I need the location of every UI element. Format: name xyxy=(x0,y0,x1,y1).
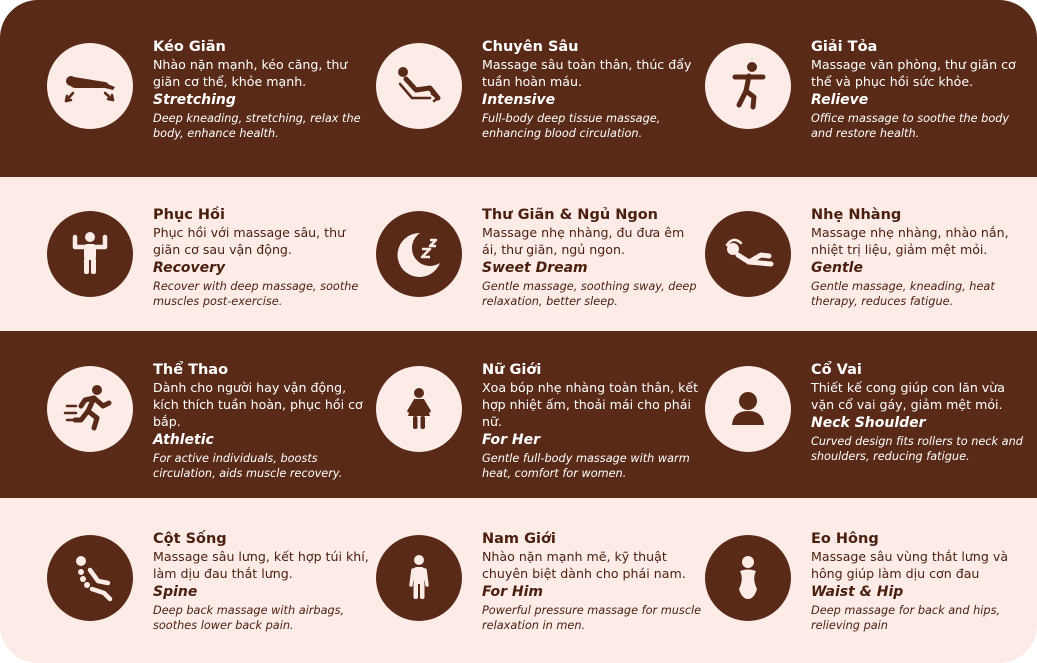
mode-desc-en: Gentle full-body massage with warm heat, comfort for women. xyxy=(482,452,690,480)
mode-desc-vn: Massage nhẹ nhàng, đu đưa êm ái, thư giãn, ngủ ngon. xyxy=(482,225,685,257)
running-person-icon xyxy=(705,43,791,129)
mode-desc-en: For active individuals, boosts circulation, aids muscle recovery. xyxy=(153,452,343,480)
mode-desc-en: Gentle massage, kneading, heat therapy, reduces fatigue. xyxy=(811,280,995,308)
mode-desc-en: Deep massage for back and hips, relieving pain xyxy=(811,604,1001,632)
mode-title-en: Sweet Dream xyxy=(482,260,588,276)
mode-title-en: Relieve xyxy=(811,92,869,108)
flexing-person-icon xyxy=(47,211,133,297)
mode-row-4 xyxy=(0,498,1037,663)
mode-title-en: Gentle xyxy=(811,260,863,276)
man-icon xyxy=(376,535,462,621)
sprinting-person-icon xyxy=(47,366,133,452)
mode-desc-vn: Phục hồi với massage sâu, thư giãn cơ sau vận động. xyxy=(153,225,346,257)
mode-title-vn: Cổ Vai xyxy=(811,362,862,378)
mode-row-3 xyxy=(0,331,1037,498)
mode-desc-vn: Massage sâu toàn thân, thúc đẩy tuần hoàn máu. xyxy=(482,57,692,89)
mode-desc-vn: Massage sâu vùng thắt lưng và hông giúp làm dịu cơn đau xyxy=(811,549,1009,581)
mode-desc-en: Deep back massage with airbags, soothes lower back pain. xyxy=(153,604,345,632)
mode-card-for-her xyxy=(376,362,706,516)
mode-title-vn: Chuyên Sâu xyxy=(482,39,579,55)
mode-title-vn: Giải Tỏa xyxy=(811,39,878,55)
mode-card-for-him xyxy=(376,531,706,663)
waist-hip-icon xyxy=(705,535,791,621)
mode-title-vn: Nhẹ Nhàng xyxy=(811,207,902,223)
mode-card-relieve xyxy=(705,39,1035,193)
mode-row-1 xyxy=(0,0,1037,177)
mode-desc-vn: Massage nhẹ nhàng, nhào nắn, nhiệt trị liệu, giảm mệt mỏi. xyxy=(811,225,1009,257)
mode-desc-vn: Massage văn phòng, thư giãn cơ thể và phục hồi sức khỏe. xyxy=(811,57,1016,89)
mode-desc-vn: Dành cho người hay vận động, kích thích tuần hoàn, phục hồi cơ bắp. xyxy=(153,380,363,429)
mode-title-en: Spine xyxy=(153,584,198,600)
mode-title-vn: Thư Giãn & Ngủ Ngon xyxy=(482,207,658,223)
spine-icon xyxy=(47,535,133,621)
mode-title-en: Athletic xyxy=(153,432,214,448)
mode-title-en: For Him xyxy=(482,584,543,600)
mode-title-vn: Kéo Giãn xyxy=(153,39,226,55)
mode-title-en: Recovery xyxy=(153,260,226,276)
mode-desc-en: Office massage to soothe the body and restore health. xyxy=(811,112,1010,140)
mode-desc-vn: Nhào nặn mạnh, kéo căng, thư giãn cơ thể, khỏe mạnh. xyxy=(153,57,348,89)
mode-desc-vn: Thiết kế cong giúp con lăn vừa vặn cổ vai gáy, giảm mệt mỏi. xyxy=(811,380,1005,412)
mode-card-waist-hip xyxy=(705,531,1035,663)
neck-shoulder-icon xyxy=(705,366,791,452)
mode-desc-en: Gentle massage, soothing sway, deep relaxation, better sleep. xyxy=(482,280,697,308)
mode-title-en: Stretching xyxy=(153,92,236,108)
mode-desc-en: Curved design fits rollers to neck and shoulders, reducing fatigue. xyxy=(811,435,1023,463)
mode-desc-vn: Massage sâu lưng, kết hợp túi khí, làm dịu đau thắt lưng. xyxy=(153,549,369,581)
mode-desc-vn: Xoa bóp nhẹ nhàng toàn thân, kết hợp nhiệt ấm, thoải mái cho phái nữ. xyxy=(482,380,699,429)
mode-desc-en: Full-body deep tissue massage, enhancing blood circulation. xyxy=(482,112,661,140)
mode-title-vn: Nam Giới xyxy=(482,531,556,547)
lounging-person-icon xyxy=(705,211,791,297)
mode-title-vn: Eo Hông xyxy=(811,531,879,547)
mode-card-intensive xyxy=(376,39,706,193)
mode-card-neck-shoulder xyxy=(705,362,1035,516)
mode-title-en: Waist & Hip xyxy=(811,584,904,600)
mode-row-2 xyxy=(0,177,1037,331)
mode-card-spine xyxy=(47,531,377,663)
reclining-person-icon xyxy=(376,43,462,129)
mode-title-en: Neck Shoulder xyxy=(811,415,926,431)
mode-title-vn: Phục Hồi xyxy=(153,207,225,223)
mode-desc-vn: Nhào nặn mạnh mẽ, kỹ thuật chuyên biệt dành cho phái nam. xyxy=(482,549,686,581)
mode-title-en: For Her xyxy=(482,432,540,448)
woman-icon xyxy=(376,366,462,452)
mode-card-athletic xyxy=(47,362,377,516)
mode-card-stretching xyxy=(47,39,377,193)
moon-sleep-icon xyxy=(376,211,462,297)
mode-desc-en: Recover with deep massage, soothe muscles post-exercise. xyxy=(153,280,359,308)
mode-title-vn: Thể Thao xyxy=(153,362,229,378)
stretching-person-icon xyxy=(47,43,133,129)
mode-title-vn: Cột Sống xyxy=(153,531,227,547)
mode-title-en: Intensive xyxy=(482,92,556,108)
mode-desc-en: Deep kneading, stretching, relax the body, enhance health. xyxy=(153,112,361,140)
mode-desc-en: Powerful pressure massage for muscle relaxation in men. xyxy=(482,604,702,632)
mode-title-vn: Nữ Giới xyxy=(482,362,542,378)
